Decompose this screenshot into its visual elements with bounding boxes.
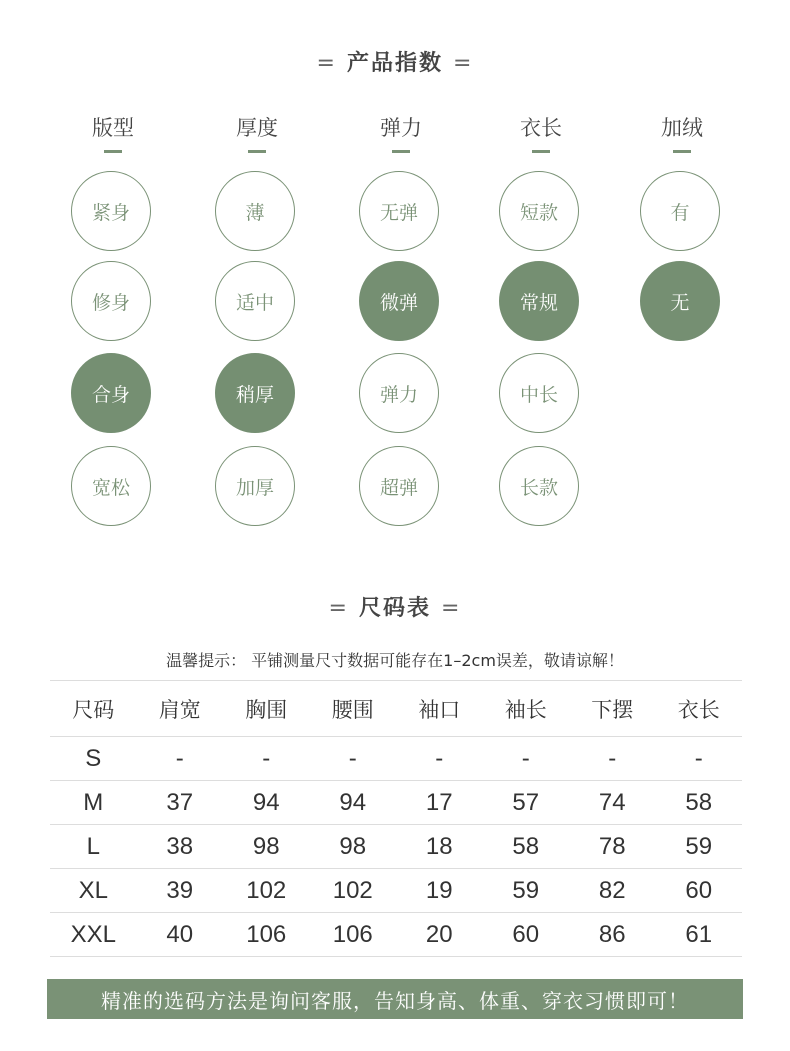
size-chart-title (0, 591, 790, 622)
table-cell: 106 (310, 913, 397, 957)
table-cell: - (569, 737, 656, 781)
option-circle-selected: 合身 (71, 353, 151, 433)
table-cell: 102 (223, 869, 310, 913)
table-row (50, 913, 742, 957)
header-size: 尺码 (50, 681, 137, 737)
table-cell: 59 (656, 825, 743, 869)
table-cell: 40 (137, 913, 224, 957)
table-row (50, 825, 742, 869)
header-cuff: 袖口 (396, 681, 483, 737)
option-circle: 无弹 (359, 171, 439, 251)
table-cell: L (50, 825, 137, 869)
option-circle-selected: 稍厚 (215, 353, 295, 433)
table-cell: 37 (137, 781, 224, 825)
table-cell: 20 (396, 913, 483, 957)
title-deco-right: = (453, 51, 474, 76)
measurement-note: 温馨提示： 平铺测量尺寸数据可能存在1–2cm误差，敬请谅解！ (166, 651, 624, 670)
table-cell: 58 (656, 781, 743, 825)
table-cell: M (50, 781, 137, 825)
column-heading: 弹力 (380, 116, 422, 140)
table-cell: S (50, 737, 137, 781)
heading-underline (673, 150, 691, 153)
table-cell: 19 (396, 869, 483, 913)
product-index-grid (0, 110, 790, 540)
table-row (50, 869, 742, 913)
table-cell: - (310, 737, 397, 781)
option-circle: 弹力 (359, 353, 439, 433)
table-cell: 78 (569, 825, 656, 869)
header-chest: 胸围 (223, 681, 310, 737)
option-circle: 加厚 (215, 446, 295, 526)
option-circle: 紧身 (71, 171, 151, 251)
table-cell: 58 (483, 825, 570, 869)
table-cell: 102 (310, 869, 397, 913)
option-circle: 中长 (499, 353, 579, 433)
table-cell: - (656, 737, 743, 781)
table-cell: 60 (483, 913, 570, 957)
table-cell: 94 (310, 781, 397, 825)
heading-underline (104, 150, 122, 153)
heading-underline (248, 150, 266, 153)
option-circle: 超弹 (359, 446, 439, 526)
option-circle: 有 (640, 171, 720, 251)
option-circle-selected: 微弹 (359, 261, 439, 341)
table-cell: 59 (483, 869, 570, 913)
table-cell: - (137, 737, 224, 781)
header-waist: 腰围 (310, 681, 397, 737)
option-circle: 修身 (71, 261, 151, 341)
option-circle-selected: 常规 (499, 261, 579, 341)
title-deco-right: = (441, 596, 462, 621)
option-circle: 宽松 (71, 446, 151, 526)
table-header-row (50, 681, 742, 737)
table-row (50, 781, 742, 825)
table-row (50, 737, 742, 781)
heading-underline (392, 150, 410, 153)
table-cell: 86 (569, 913, 656, 957)
size-chart-title-text: 尺码表 (358, 596, 431, 621)
product-index-title (0, 46, 790, 77)
column-heading: 厚度 (236, 116, 278, 140)
table-cell: 18 (396, 825, 483, 869)
index-column-thickness (215, 110, 299, 499)
table-cell: 98 (223, 825, 310, 869)
table-cell: 98 (310, 825, 397, 869)
size-table (50, 680, 742, 957)
table-cell: XXL (50, 913, 137, 957)
header-sleeve: 袖长 (483, 681, 570, 737)
title-deco-left: = (328, 596, 349, 621)
header-length: 衣长 (656, 681, 743, 737)
table-cell: - (396, 737, 483, 781)
table-cell: - (223, 737, 310, 781)
table-cell: 82 (569, 869, 656, 913)
option-circle: 长款 (499, 446, 579, 526)
table-cell: 61 (656, 913, 743, 957)
index-column-fit (71, 110, 155, 499)
option-circle: 薄 (215, 171, 295, 251)
table-cell: 60 (656, 869, 743, 913)
table-cell: 39 (137, 869, 224, 913)
header-hem: 下摆 (569, 681, 656, 737)
table-cell: 38 (137, 825, 224, 869)
header-shoulder: 肩宽 (137, 681, 224, 737)
index-column-length (499, 110, 583, 499)
size-advice-banner: 精准的选码方法是询问客服，告知身高、体重、穿衣习惯即可！ (47, 979, 743, 1019)
table-cell: 74 (569, 781, 656, 825)
table-cell: - (483, 737, 570, 781)
table-cell: 17 (396, 781, 483, 825)
option-circle: 适中 (215, 261, 295, 341)
heading-underline (532, 150, 550, 153)
index-column-elasticity (359, 110, 443, 499)
table-cell: 94 (223, 781, 310, 825)
product-index-title-text: 产品指数 (346, 51, 443, 76)
table-cell: 57 (483, 781, 570, 825)
column-heading: 衣长 (520, 116, 562, 140)
option-circle-selected: 无 (640, 261, 720, 341)
title-deco-left: = (316, 51, 337, 76)
column-heading: 版型 (92, 116, 134, 140)
option-circle: 短款 (499, 171, 579, 251)
table-cell: XL (50, 869, 137, 913)
table-cell: 106 (223, 913, 310, 957)
index-column-fleece (640, 110, 724, 314)
column-heading: 加绒 (661, 116, 703, 140)
